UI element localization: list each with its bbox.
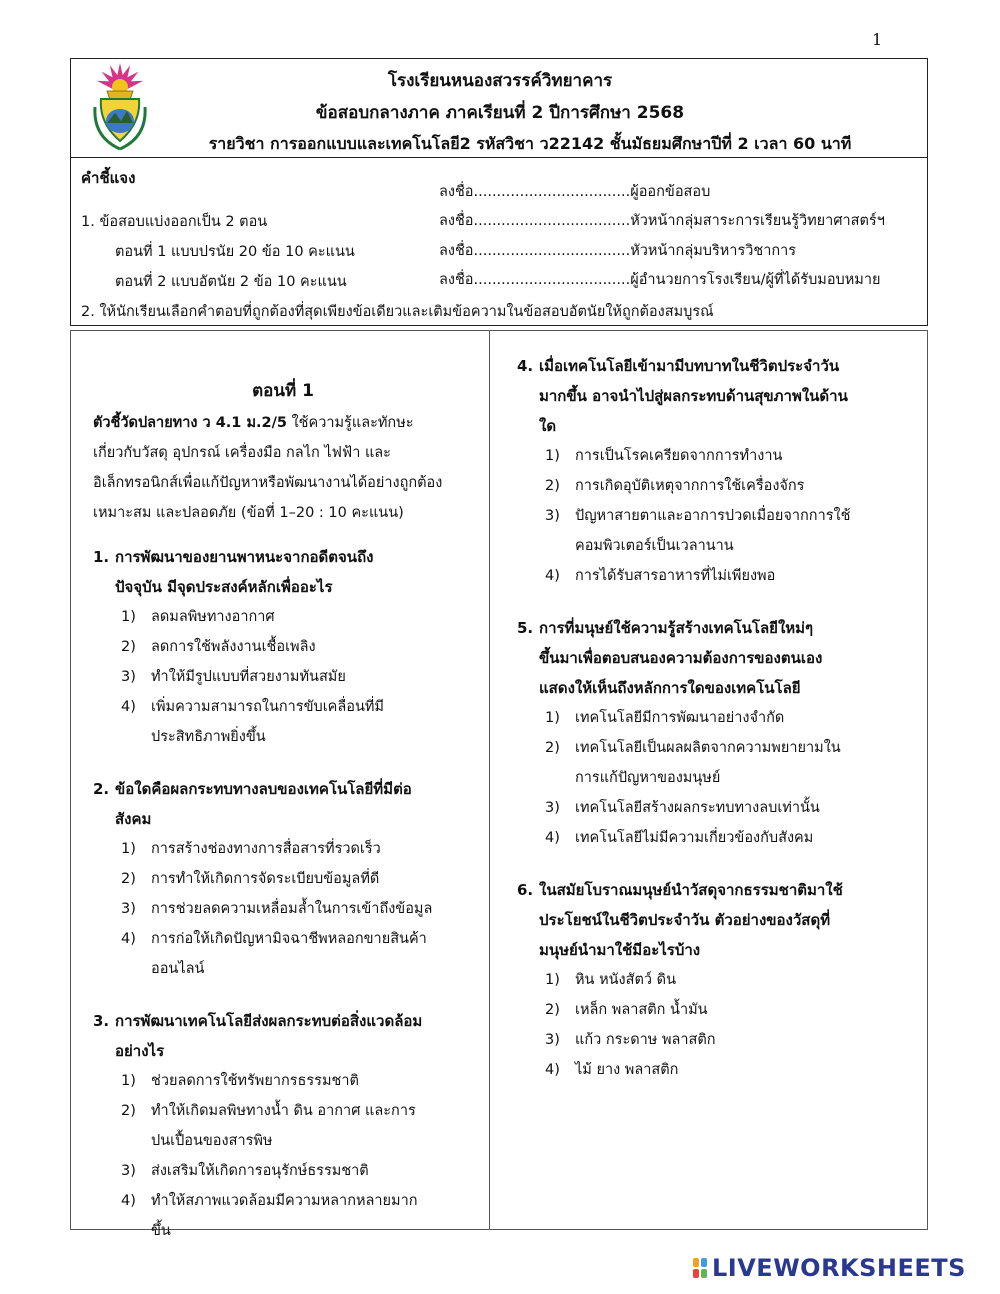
choice-number: 3) bbox=[121, 901, 136, 917]
answer-choice[interactable] bbox=[517, 823, 917, 853]
indicator-line: เกี่ยวกับวัสดุ อุปกรณ์ เครื่องมือ กลไก ไฟฟ้า และ bbox=[93, 445, 391, 461]
choice-text: แก้ว กระดาษ พลาสติก bbox=[575, 1032, 716, 1048]
choice-text: เทคโนโลยีเป็นผลผลิตจากความพยายามใน bbox=[575, 740, 841, 756]
choice-number: 1) bbox=[121, 1073, 136, 1089]
left-question-list bbox=[93, 542, 473, 1246]
answer-choice[interactable] bbox=[517, 995, 917, 1025]
answer-choice[interactable] bbox=[517, 965, 917, 995]
question-item bbox=[517, 875, 917, 1085]
indicator-text bbox=[93, 408, 473, 528]
choice-text: คอมพิวเตอร์เป็นเวลานาน bbox=[575, 538, 734, 554]
question-line: ปัจจุบัน มีจุดประสงค์หลักเพื่ออะไร bbox=[115, 578, 333, 596]
answer-choice[interactable] bbox=[517, 501, 917, 561]
choice-text: ลดมลพิษทางอากาศ bbox=[151, 609, 275, 625]
instruction-part-1: ตอนที่ 1 แบบปรนัย 20 ข้อ 10 คะแนน bbox=[115, 244, 355, 260]
choice-text: ประสิทธิภาพยิ่งขึ้น bbox=[151, 729, 266, 745]
answer-choice[interactable] bbox=[93, 894, 473, 924]
choice-list bbox=[517, 965, 917, 1085]
question-item bbox=[517, 613, 917, 853]
question-line: มากขึ้น อาจนำไปสู่ผลกระทบด้านสุขภาพในด้าน bbox=[539, 387, 848, 405]
choice-text: เทคโนโลยีไม่มีความเกี่ยวข้องกับสังคม bbox=[575, 830, 814, 846]
question-line: ในสมัยโบราณมนุษย์นำวัสดุจากธรรมชาติมาใช้ bbox=[539, 881, 843, 899]
choice-text: หิน หนังสัตว์ ดิน bbox=[575, 972, 676, 988]
question-number: 2. bbox=[93, 780, 110, 798]
answer-choice[interactable] bbox=[517, 703, 917, 733]
exam-title: ข้อสอบกลางภาค ภาคเรียนที่ 2 ปีการศึกษา 2568 bbox=[315, 103, 685, 123]
liveworksheets-icon bbox=[692, 1257, 708, 1279]
question-number: 4. bbox=[517, 357, 534, 375]
choice-text: ออนไลน์ bbox=[151, 961, 205, 977]
choice-number: 3) bbox=[121, 1163, 136, 1179]
choice-number: 3) bbox=[545, 800, 560, 816]
column-divider bbox=[489, 331, 490, 1229]
answer-choice[interactable] bbox=[93, 692, 473, 752]
questions-box bbox=[70, 330, 928, 1239]
question-line: สังคม bbox=[115, 810, 152, 828]
answer-choice[interactable] bbox=[93, 834, 473, 864]
choice-list bbox=[517, 703, 917, 853]
instruction-line-2: 2. ให้นักเรียนเลือกคำตอบที่ถูกต้องที่สุดเพียงข้อเดียวและเติมข้อความในข้อสอบอัตนัยให้ถูกต้องสมบูรณ์ bbox=[81, 304, 714, 320]
question-line: ประโยชน์ในชีวิตประจำวัน ตัวอย่างของวัสดุที่ bbox=[539, 911, 831, 929]
choice-text: ช่วยลดการใช้ทรัพยากรธรรมชาติ bbox=[151, 1073, 359, 1089]
choice-number: 4) bbox=[545, 830, 560, 846]
answer-choice[interactable] bbox=[93, 1096, 473, 1156]
choice-text: เทคโนโลยีมีการพัฒนาอย่างจำกัด bbox=[575, 710, 785, 726]
answer-choice[interactable] bbox=[517, 561, 917, 591]
answer-choice[interactable] bbox=[93, 924, 473, 984]
question-line: ขึ้นมาเพื่อตอบสนองความต้องการของตนเอง bbox=[539, 649, 823, 667]
choice-text: การทำให้เกิดการจัดระเบียบข้อมูลที่ดี bbox=[151, 871, 380, 887]
question-text bbox=[517, 613, 917, 703]
choice-number: 3) bbox=[545, 1032, 560, 1048]
question-item bbox=[93, 774, 473, 984]
indicator-line: เหมาะสม และปลอดภัย (ข้อที่ 1–20 : 10 คะแนน) bbox=[93, 505, 404, 521]
question-text bbox=[93, 542, 473, 602]
choice-text: การเกิดอุบัติเหตุจากการใช้เครื่องจักร bbox=[575, 478, 805, 494]
choice-number: 2) bbox=[121, 639, 136, 655]
question-line: แสดงให้เห็นถึงหลักการใดของเทคโนโลยี bbox=[539, 679, 801, 697]
choice-text: ทำให้สภาพแวดล้อมมีความหลากหลายมาก bbox=[151, 1193, 418, 1209]
choice-text: การสร้างช่องทางการสื่อสารที่รวดเร็ว bbox=[151, 841, 381, 857]
choice-number: 1) bbox=[545, 448, 560, 464]
question-line: ใด bbox=[539, 417, 557, 435]
answer-choice[interactable] bbox=[93, 662, 473, 692]
indicator-line: ใช้ความรู้และทักษะ bbox=[286, 415, 414, 431]
signature-line: ลงชื่อ..................................หัวหน้ากลุ่มบริหารวิชาการ bbox=[439, 243, 797, 259]
choice-list bbox=[93, 1066, 473, 1246]
question-text bbox=[93, 1006, 473, 1066]
choice-number: 3) bbox=[121, 669, 136, 685]
answer-choice[interactable] bbox=[93, 1156, 473, 1186]
choice-text: ลดการใช้พลังงานเชื้อเพลิง bbox=[151, 639, 316, 655]
liveworksheets-wordmark: LIVEWORKSHEETS bbox=[712, 1254, 966, 1282]
subject-line: รายวิชา การออกแบบและเทคโนโลยี2 รหัสวิชา ว22142 ชั้นมัธยมศึกษาปีที่ 2 เวลา 60 นาที bbox=[208, 134, 852, 153]
choice-number: 2) bbox=[121, 1103, 136, 1119]
question-number: 1. bbox=[93, 548, 110, 566]
indicator-label: ตัวชี้วัดปลายทาง ว 4.1 ม.2/5 bbox=[93, 415, 287, 431]
choice-number: 1) bbox=[545, 710, 560, 726]
signature-line: ลงชื่อ..................................ผู้อำนวยการโรงเรียน/ผู้ที่ได้รับมอบหมาย bbox=[439, 272, 881, 288]
right-column bbox=[517, 331, 917, 1085]
choice-text: ทำให้มีรูปแบบที่สวยงามทันสมัย bbox=[151, 669, 346, 685]
instructions-title: คำชี้แจง bbox=[81, 169, 136, 187]
choice-list bbox=[517, 441, 917, 591]
question-line: การพัฒนาของยานพาหนะจากอดีตจนถึง bbox=[115, 548, 374, 566]
answer-choice[interactable] bbox=[93, 632, 473, 662]
question-number: 6. bbox=[517, 881, 534, 899]
choice-number: 2) bbox=[121, 871, 136, 887]
page-number: 1 bbox=[872, 30, 883, 49]
answer-choice[interactable] bbox=[93, 1066, 473, 1096]
choice-text: เทคโนโลยีสร้างผลกระทบทางลบเท่านั้น bbox=[575, 800, 820, 816]
choice-number: 2) bbox=[545, 1002, 560, 1018]
choice-text: ปัญหาสายตาและอาการปวดเมื่อยจากการใช้ bbox=[575, 508, 851, 524]
answer-choice[interactable] bbox=[93, 602, 473, 632]
choice-text: เพิ่มความสามารถในการขับเคลื่อนที่มี bbox=[151, 699, 384, 715]
question-text bbox=[517, 875, 917, 965]
choice-text: การได้รับสารอาหารที่ไม่เพียงพอ bbox=[575, 568, 776, 584]
question-item bbox=[517, 351, 917, 591]
choice-number: 4) bbox=[121, 1193, 136, 1209]
choice-number: 4) bbox=[545, 568, 560, 584]
question-number: 5. bbox=[517, 619, 534, 637]
signature-line: ลงชื่อ..................................หัวหน้ากลุ่มสาระการเรียนรู้วิทยาศาสตร์ฯ bbox=[439, 213, 885, 229]
question-text bbox=[93, 774, 473, 834]
liveworksheets-logo bbox=[692, 1254, 966, 1282]
choice-number: 1) bbox=[545, 972, 560, 988]
choice-text: ทำให้เกิดมลพิษทางน้ำ ดิน อากาศ และการ bbox=[151, 1103, 416, 1119]
question-item bbox=[93, 542, 473, 752]
question-line: อย่างไร bbox=[115, 1042, 165, 1060]
question-text bbox=[517, 351, 917, 441]
choice-number: 4) bbox=[121, 931, 136, 947]
left-column bbox=[93, 331, 473, 1246]
school-name: โรงเรียนหนองสวรรค์วิทยาคาร bbox=[387, 71, 613, 91]
part-title: ตอนที่ 1 bbox=[252, 381, 314, 401]
answer-choice[interactable] bbox=[517, 1055, 917, 1085]
choice-number: 2) bbox=[545, 740, 560, 756]
instruction-line-1: 1. ข้อสอบแบ่งออกเป็น 2 ตอน bbox=[81, 214, 268, 230]
answer-choice[interactable] bbox=[517, 471, 917, 501]
indicator-line: อิเล็กทรอนิกส์เพื่อแก้ปัญหาหรือพัฒนางานได้อย่างถูกต้อง bbox=[93, 475, 443, 491]
choice-text: การก่อให้เกิดปัญหามิจฉาชีพหลอกขายสินค้า bbox=[151, 931, 427, 947]
right-question-list bbox=[517, 351, 917, 1085]
choice-text: การช่วยลดความเหลื่อมล้ำในการเข้าถึงข้อมูล bbox=[151, 901, 433, 917]
choice-text: เหล็ก พลาสติก น้ำมัน bbox=[575, 1002, 708, 1018]
question-item bbox=[93, 1006, 473, 1246]
choice-text: ส่งเสริมให้เกิดการอนุรักษ์ธรรมชาติ bbox=[151, 1163, 369, 1179]
question-line: ข้อใดคือผลกระทบทางลบของเทคโนโลยีที่มีต่อ bbox=[115, 780, 412, 798]
choice-text: ปนเปื้อนของสารพิษ bbox=[151, 1133, 273, 1149]
choice-number: 1) bbox=[121, 841, 136, 857]
answer-choice[interactable] bbox=[517, 793, 917, 823]
question-line: การพัฒนาเทคโนโลยีส่งผลกระทบต่อสิ่งแวดล้อม bbox=[115, 1012, 423, 1030]
choice-list bbox=[93, 602, 473, 752]
choice-number: 4) bbox=[545, 1062, 560, 1078]
choice-number: 4) bbox=[121, 699, 136, 715]
signature-line: ลงชื่อ..................................ผู้ออกข้อสอบ bbox=[439, 184, 711, 200]
answer-choice[interactable] bbox=[93, 1186, 473, 1246]
choice-number: 2) bbox=[545, 478, 560, 494]
question-line: เมื่อเทคโนโลยีเข้ามามีบทบาทในชีวิตประจำวัน bbox=[539, 357, 840, 375]
choice-number: 3) bbox=[545, 508, 560, 524]
choice-list bbox=[93, 834, 473, 984]
choice-text: ขึ้น bbox=[151, 1223, 171, 1239]
choice-text: การแก้ปัญหาของมนุษย์ bbox=[575, 770, 721, 786]
choice-text: การเป็นโรคเครียดจากการทำงาน bbox=[575, 448, 783, 464]
answer-choice[interactable] bbox=[93, 864, 473, 894]
choice-number: 1) bbox=[121, 609, 136, 625]
answer-choice[interactable] bbox=[517, 733, 917, 793]
answer-choice[interactable] bbox=[517, 1025, 917, 1055]
instruction-part-2: ตอนที่ 2 แบบอัตนัย 2 ข้อ 10 คะแนน bbox=[115, 274, 347, 290]
question-number: 3. bbox=[93, 1012, 110, 1030]
question-line: มนุษย์นำมาใช้มีอะไรบ้าง bbox=[539, 941, 701, 959]
question-line: การที่มนุษย์ใช้ความรู้สร้างเทคโนโลยีใหม่ๆ bbox=[539, 619, 814, 637]
instructions-box bbox=[70, 158, 928, 326]
choice-text: ไม้ ยาง พลาสติก bbox=[575, 1062, 679, 1078]
exam-header bbox=[70, 58, 928, 158]
answer-choice[interactable] bbox=[517, 441, 917, 471]
